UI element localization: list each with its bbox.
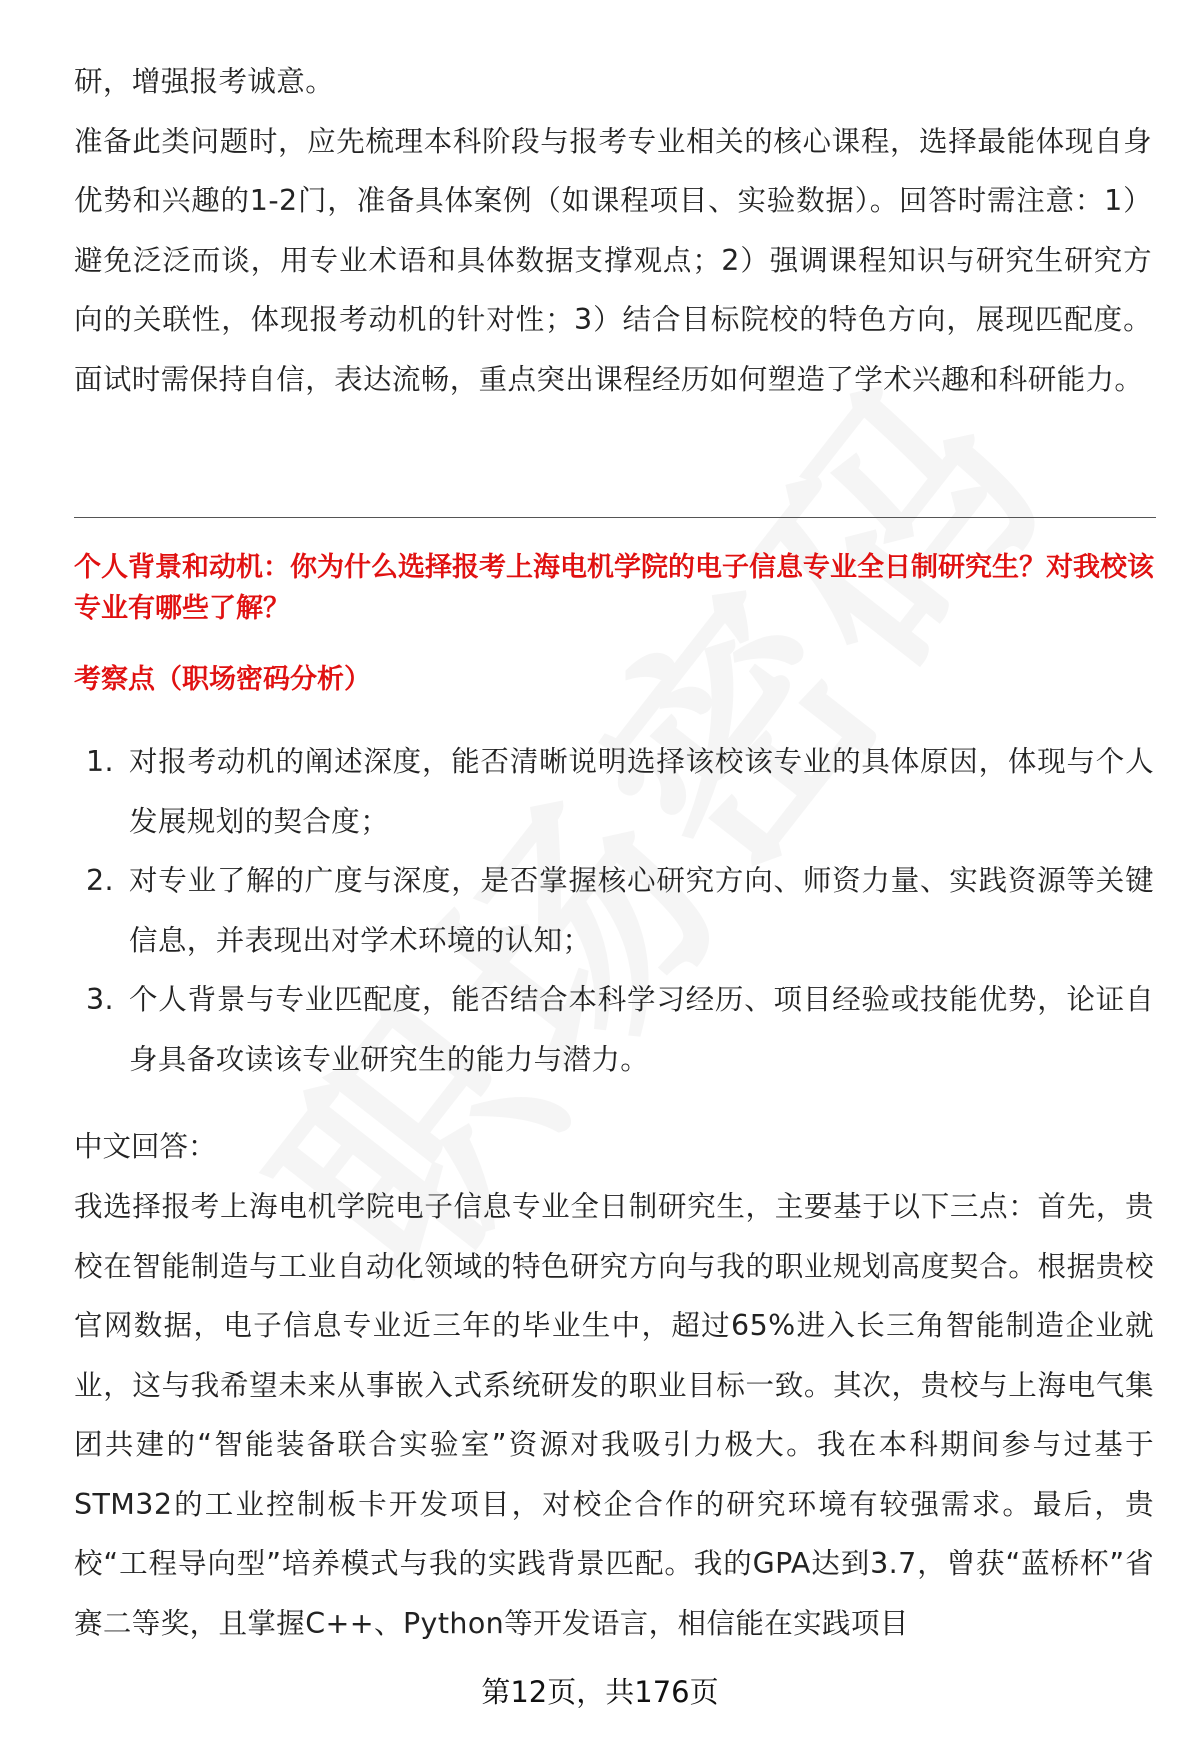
page-number: 第12页，共176页 xyxy=(481,1675,719,1709)
list-item-number: 2. xyxy=(86,864,114,897)
list-item-number: 3. xyxy=(86,983,114,1016)
list-item-text: 对专业了解的广度与深度，是否掌握核心研究方向、师资力量、实践资源等关键信息，并表现出对学术环境的认知； xyxy=(129,864,1154,957)
list-item xyxy=(74,970,1154,1089)
analysis-points-list xyxy=(74,732,1154,1089)
list-item-text: 个人背景与专业匹配度，能否结合本科学习经历、项目经验或技能优势，论证自身具备攻读该专业研究生的能力与潜力。 xyxy=(129,983,1154,1076)
list-item xyxy=(74,732,1154,851)
intro-section xyxy=(74,52,1152,409)
intro-paragraph-1: 研，增强报考诚意。 xyxy=(74,65,335,98)
answer-label: 中文回答： xyxy=(74,1130,217,1163)
list-item-number: 1. xyxy=(86,745,114,778)
intro-paragraph-2: 准备此类问题时，应先梳理本科阶段与报考专业相关的核心课程，选择最能体现自身优势和兴趣的1-2门，准备具体案例（如课程项目、实验数据）。回答时需注意：1）避免泛泛而谈，用专业术语和具体数据支撑观点；2）强调课程知识与研究生研究方向的关联性，体现报考动机的针对性；3）结合目标院校的特色方向，展现匹配度。面试时需保持自信，表达流畅，重点突出课程经历如何塑造了学术兴趣和科研能力。 xyxy=(74,124,1152,396)
answer-section xyxy=(74,1177,1154,1653)
analysis-subheading: 考察点（职场密码分析） xyxy=(74,664,371,695)
list-item-text: 对报考动机的阐述深度，能否清晰说明选择该校该专业的具体原因，体现与个人发展规划的契合度； xyxy=(129,745,1154,838)
question-title: 个人背景和动机：你为什么选择报考上海电机学院的电子信息专业全日制研究生？对我校该专业有哪些了解？ xyxy=(74,552,1154,624)
answer-paragraph: 我选择报考上海电机学院电子信息专业全日制研究生，主要基于以下三点：首先，贵校在智能制造与工业自动化领域的特色研究方向与我的职业规划高度契合。根据贵校官网数据，电子信息专业近三年的毕业生中，超过65%进入长三角智能制造企业就业，这与我希望未来从事嵌入式系统研发的职业目标一致。其次，贵校与上海电气集团共建的“智能装备联合实验室”资源对我吸引力极大。我在本科期间参与过基于STM32的工业控制板卡开发项目，对校企合作的研究环境有较强需求。最后，贵校“工程导向型”培养模式与我的实践背景匹配。我的GPA达到3.7，曾获“蓝桥杯”省赛二等奖，且掌握C++、Python等开发语言，相信能在实践项目 xyxy=(74,1190,1154,1640)
list-item xyxy=(74,851,1154,970)
section-divider xyxy=(74,517,1156,518)
